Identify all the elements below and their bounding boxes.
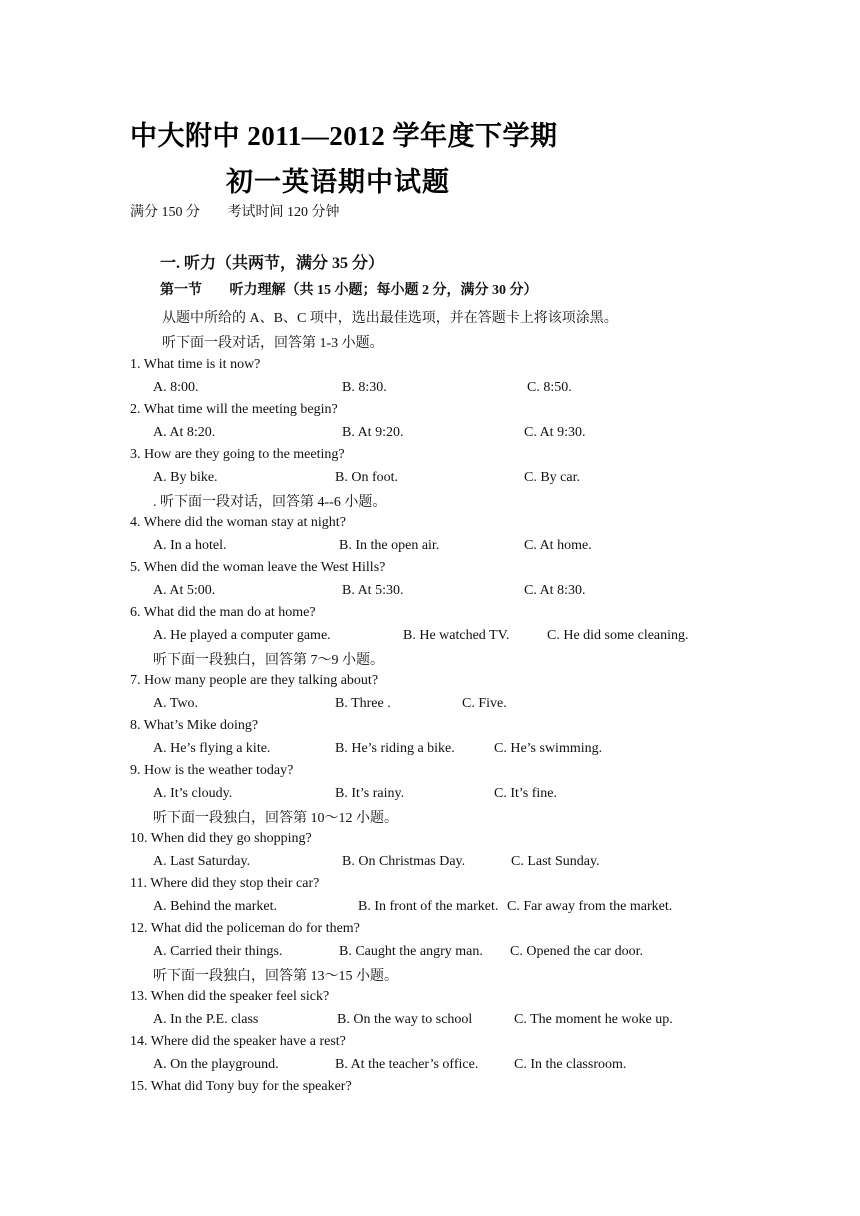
question-4-option-c: C. At home. <box>524 538 592 553</box>
question-2-option-b: B. At 9:20. <box>342 425 404 440</box>
question-14-option-b: B. At the teacher’s office. <box>335 1057 479 1072</box>
question-10-option-a: A. Last Saturday. <box>153 854 251 869</box>
question-10: 10. When did they go shopping? <box>130 831 312 846</box>
question-3-option-b: B. On foot. <box>335 470 398 485</box>
direction-3: 听下面一段独白，回答第 7～9 小题。 <box>153 653 384 668</box>
question-5: 5. When did the woman leave the West Hills? <box>130 560 386 575</box>
question-7-option-c: C. Five. <box>462 696 507 711</box>
direction-2: . 听下面一段对话，回答第 4--6 小题。 <box>153 495 387 510</box>
question-4: 4. Where did the woman stay at night? <box>130 515 346 530</box>
question-5-option-c: C. At 8:30. <box>524 583 586 598</box>
question-1-option-a: A. 8:00. <box>153 380 199 395</box>
question-5-option-b: B. At 5:30. <box>342 583 404 598</box>
question-13-option-b: B. On the way to school <box>337 1012 473 1027</box>
question-6-option-b: B. He watched TV. <box>403 628 510 643</box>
question-9-option-a: A. It’s cloudy. <box>153 786 233 801</box>
question-7-option-a: A. Two. <box>153 696 199 711</box>
section-heading: 一. 听力（共两节，满分 35 分） <box>160 255 385 272</box>
question-14: 14. Where did the speaker have a rest? <box>130 1034 346 1049</box>
question-9-option-b: B. It’s rainy. <box>335 786 405 801</box>
question-14-option-a: A. On the playground. <box>153 1057 279 1072</box>
question-10-option-b: B. On Christmas Day. <box>342 854 466 869</box>
question-3: 3. How are they going to the meeting? <box>130 447 345 462</box>
question-13-option-c: C. The moment he woke up. <box>514 1012 673 1027</box>
question-2-option-c: C. At 9:30. <box>524 425 586 440</box>
question-7-option-b: B. Three . <box>335 696 391 711</box>
question-12: 12. What did the policeman do for them? <box>130 921 360 936</box>
question-3-option-c: C. By car. <box>524 470 580 485</box>
question-7: 7. How many people are they talking about? <box>130 673 379 688</box>
question-1-option-c: C. 8:50. <box>527 380 572 395</box>
part-label: 第一节 <box>160 283 202 298</box>
question-3-option-a: A. By bike. <box>153 470 218 485</box>
part-title: 听力理解（共 15 小题；每小题 2 分，满分 30 分） <box>229 283 538 298</box>
question-1-option-b: B. 8:30. <box>342 380 387 395</box>
question-11: 11. Where did they stop their car? <box>130 876 320 891</box>
direction-1: 听下面一段对话，回答第 1-3 小题。 <box>162 336 384 351</box>
direction-5: 听下面一段独白，回答第 13～15 小题。 <box>153 969 398 984</box>
question-2: 2. What time will the meeting begin? <box>130 402 338 417</box>
question-6: 6. What did the man do at home? <box>130 605 316 620</box>
question-11-option-a: A. Behind the market. <box>153 899 278 914</box>
part-heading <box>160 279 538 299</box>
question-10-option-c: C. Last Sunday. <box>511 854 600 869</box>
question-15: 15. What did Tony buy for the speaker? <box>130 1079 352 1094</box>
question-12-option-b: B. Caught the angry man. <box>339 944 483 959</box>
question-13: 13. When did the speaker feel sick? <box>130 989 330 1004</box>
question-8-option-c: C. He’s swimming. <box>494 741 603 756</box>
question-5-option-a: A. At 5:00. <box>153 583 216 598</box>
question-8-option-b: B. He’s riding a bike. <box>335 741 455 756</box>
exam-time: 考试时间 120 分钟 <box>227 205 340 220</box>
question-12-option-a: A. Carried their things. <box>153 944 283 959</box>
question-8-option-a: A. He’s flying a kite. <box>153 741 271 756</box>
exam-title: 中大附中 2011—2012 学年度下学期 <box>130 121 558 151</box>
question-4-option-b: B. In the open air. <box>339 538 440 553</box>
question-9-option-c: C. It’s fine. <box>494 786 557 801</box>
question-14-option-c: C. In the classroom. <box>514 1057 627 1072</box>
question-11-option-c: C. Far away from the market. <box>507 899 673 914</box>
question-13-option-a: A. In the P.E. class <box>153 1012 259 1027</box>
direction-4: 听下面一段独白，回答第 10～12 小题。 <box>153 811 398 826</box>
question-12-option-c: C. Opened the car door. <box>510 944 643 959</box>
question-6-option-a: A. He played a computer game. <box>153 628 331 643</box>
question-11-option-b: B. In front of the market. <box>358 899 499 914</box>
question-8: 8. What’s Mike doing? <box>130 718 259 733</box>
exam-meta <box>130 201 340 221</box>
instruction: 从题中所给的 A、B、C 项中，选出最佳选项，并在答题卡上将该项涂黑。 <box>162 311 618 326</box>
exam-subtitle: 初一英语期中试题 <box>226 167 450 197</box>
question-9: 9. How is the weather today? <box>130 763 294 778</box>
question-6-option-c: C. He did some cleaning. <box>547 628 689 643</box>
question-4-option-a: A. In a hotel. <box>153 538 227 553</box>
full-marks: 满分 150 分 <box>130 205 200 220</box>
question-2-option-a: A. At 8:20. <box>153 425 216 440</box>
question-1: 1. What time is it now? <box>130 357 261 372</box>
